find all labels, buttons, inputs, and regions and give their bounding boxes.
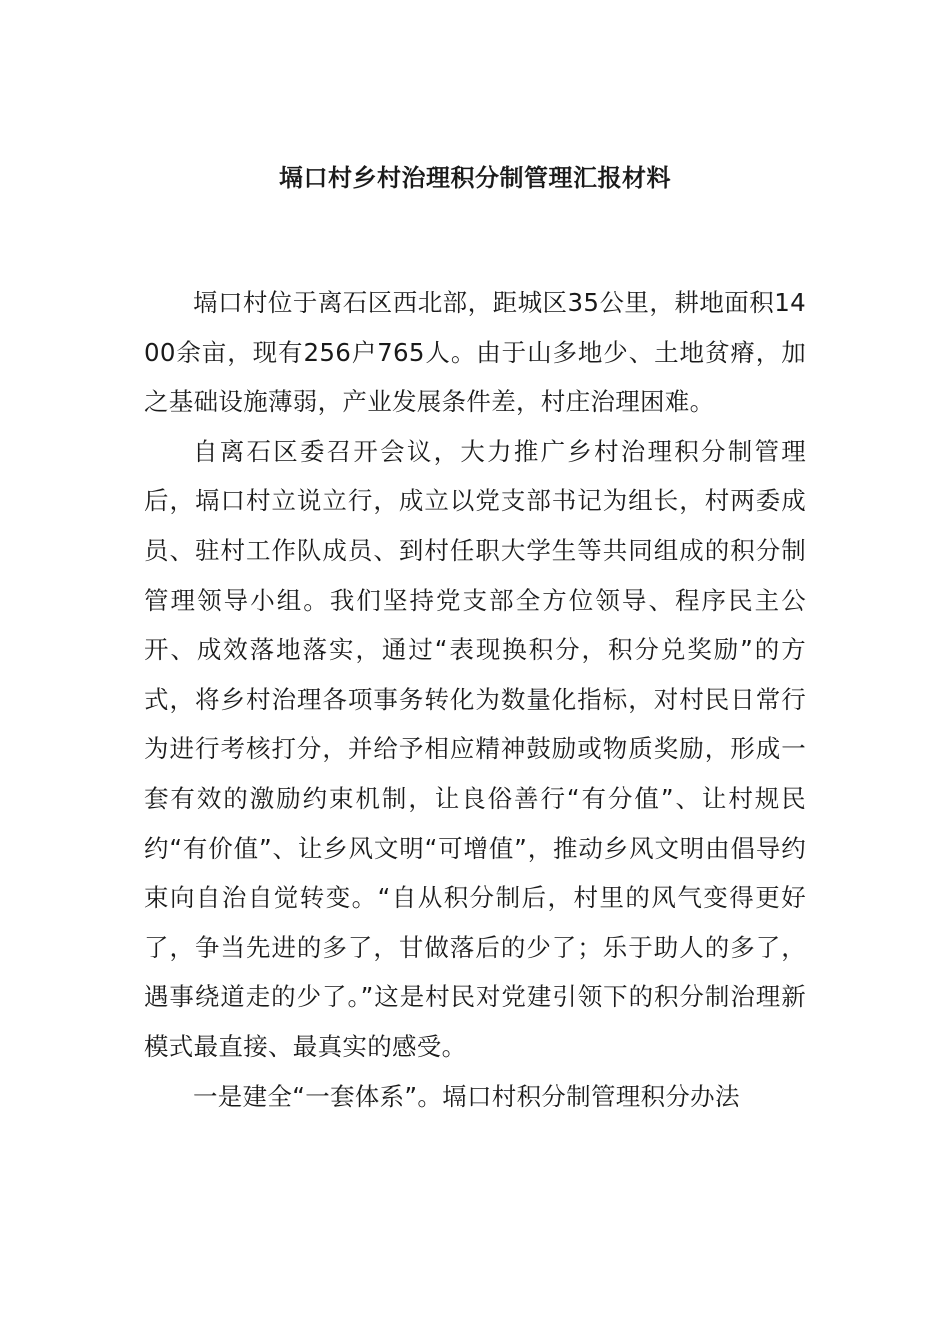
document-body	[144, 278, 806, 1121]
paragraph-intro: 塥口村位于离石区西北部，距城区35公里，耕地面积1400余亩，现有256户765人。由于山多地少、土地贫瘠，加之基础设施薄弱，产业发展条件差，村庄治理困难。	[144, 288, 806, 417]
paragraph-system-building: 一是建全“一套体系”。塥口村积分制管理积分办法	[193, 1081, 740, 1111]
paragraph-points-system: 自离石区委召开会议，大力推广乡村治理积分制管理后，塥口村立说立行，成立以党支部书记为组长，村两委成员、驻村工作队成员、到村任职大学生等共同组成的积分制管理领导小组。我们坚持党支部全方位领导、程序民主公开、成效落地落实，通过“表现换积分，积分兑奖励”的方式，将乡村治理各项事务转化为数量化指标，对村民日常行为进行考核打分，并给予相应精神鼓励或物质奖励，形成一套有效的激励约束机制，让良俗善行“有分值”、让村规民约“有价值”、让乡风文明“可增值”，推动乡风文明由倡导约束向自治自觉转变。“自从积分制后，村里的风气变得更好了，争当先进的多了，甘做落后的少了；乐于助人的多了，遇事绕道走的少了。”这是村民对党建引领下的积分制治理新模式最直接、最真实的感受。	[144, 436, 806, 1061]
document-title: 塥口村乡村治理积分制管理汇报材料	[279, 164, 671, 192]
